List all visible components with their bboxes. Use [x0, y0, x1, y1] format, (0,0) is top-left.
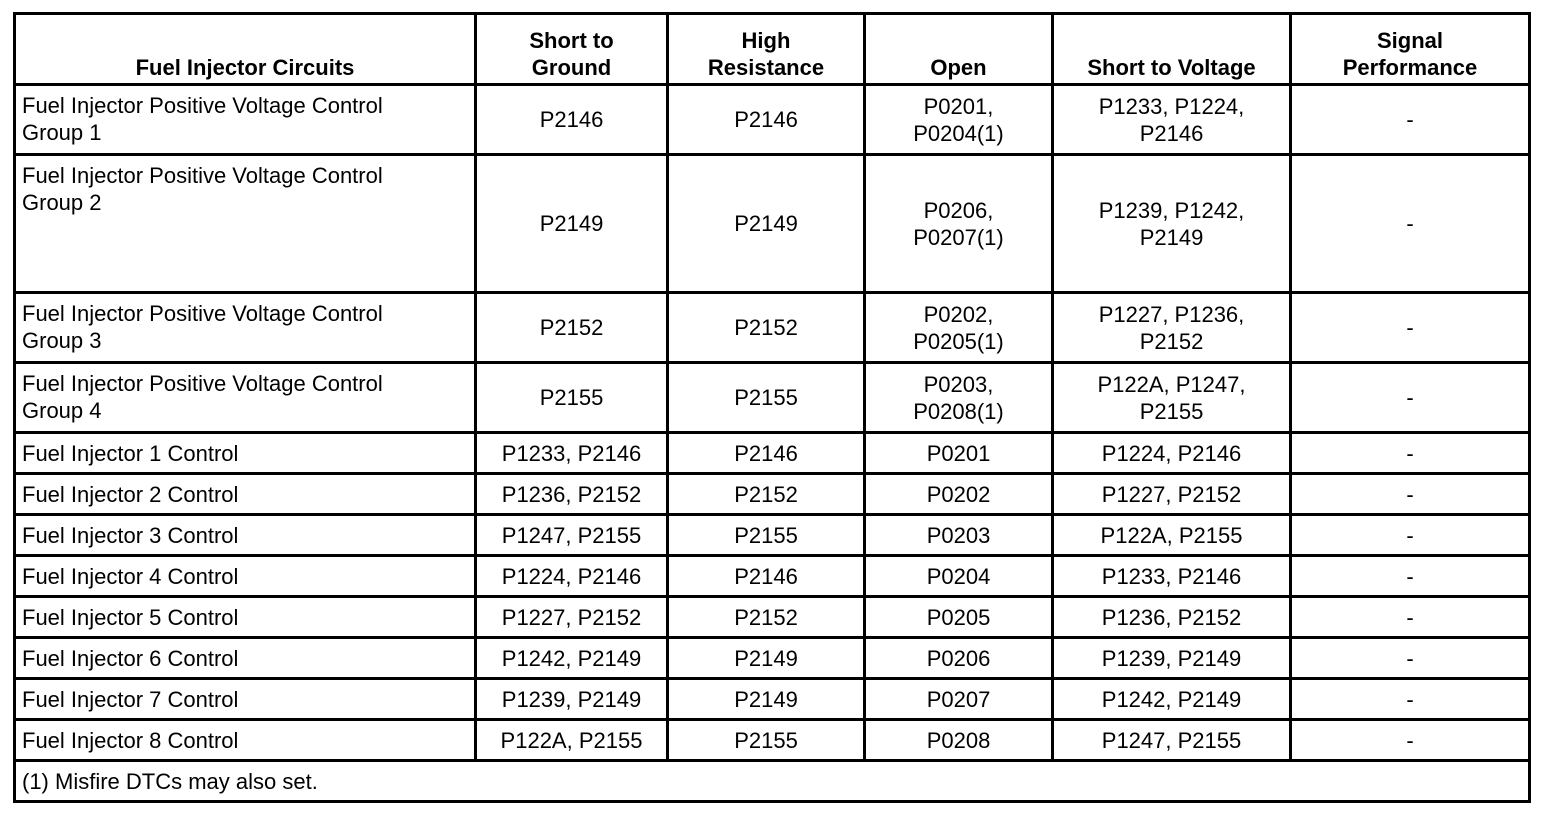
high-resistance-cell: P2155: [668, 515, 865, 556]
circuit-cell: Fuel Injector 4 Control: [15, 556, 476, 597]
circuit-cell: Fuel Injector 3 Control: [15, 515, 476, 556]
short-to-voltage-cell: P1233, P2146: [1053, 556, 1291, 597]
header-short-to-ground: Short to Ground: [476, 14, 668, 85]
short-to-voltage-cell: P1224, P2146: [1053, 433, 1291, 474]
signal-performance-cell: -: [1291, 679, 1530, 720]
table-row: [15, 515, 1530, 556]
table-row: [15, 85, 1530, 155]
short-to-voltage-cell: P122A, P1247, P2155: [1053, 363, 1291, 433]
circuit-cell: Fuel Injector 1 Control: [15, 433, 476, 474]
short-to-voltage-cell: P1227, P2152: [1053, 474, 1291, 515]
signal-performance-cell: -: [1291, 638, 1530, 679]
signal-performance-cell: -: [1291, 85, 1530, 155]
footnote-row: [15, 761, 1530, 802]
circuit-cell: Fuel Injector Positive Voltage Control Group 4: [15, 363, 476, 433]
header-signal-performance: Signal Performance: [1291, 14, 1530, 85]
open-cell: P0206: [865, 638, 1053, 679]
header-short-to-voltage: Short to Voltage: [1053, 14, 1291, 85]
high-resistance-cell: P2149: [668, 638, 865, 679]
circuit-cell: Fuel Injector 7 Control: [15, 679, 476, 720]
header-open: Open: [865, 14, 1053, 85]
open-cell: P0208: [865, 720, 1053, 761]
short-to-voltage-cell: P1239, P1242, P2149: [1053, 155, 1291, 293]
open-cell: P0205: [865, 597, 1053, 638]
short-to-voltage-cell: P1242, P2149: [1053, 679, 1291, 720]
signal-performance-cell: -: [1291, 474, 1530, 515]
short-to-ground-cell: P1227, P2152: [476, 597, 668, 638]
short-to-voltage-cell: P1227, P1236, P2152: [1053, 293, 1291, 363]
header-high-resistance: High Resistance: [668, 14, 865, 85]
high-resistance-cell: P2155: [668, 363, 865, 433]
high-resistance-cell: P2146: [668, 85, 865, 155]
table-row: [15, 720, 1530, 761]
table-row: [15, 293, 1530, 363]
table-row: [15, 597, 1530, 638]
high-resistance-cell: P2149: [668, 155, 865, 293]
signal-performance-cell: -: [1291, 155, 1530, 293]
open-cell: P0202: [865, 474, 1053, 515]
high-resistance-cell: P2146: [668, 433, 865, 474]
open-cell: P0201, P0204(1): [865, 85, 1053, 155]
short-to-ground-cell: P1239, P2149: [476, 679, 668, 720]
signal-performance-cell: -: [1291, 433, 1530, 474]
high-resistance-cell: P2149: [668, 679, 865, 720]
circuit-cell: Fuel Injector Positive Voltage Control Group 1: [15, 85, 476, 155]
short-to-voltage-cell: P1236, P2152: [1053, 597, 1291, 638]
header-row: [15, 14, 1530, 85]
circuit-cell: Fuel Injector 8 Control: [15, 720, 476, 761]
open-cell: P0207: [865, 679, 1053, 720]
open-cell: P0206, P0207(1): [865, 155, 1053, 293]
footnote: (1) Misfire DTCs may also set.: [15, 761, 1530, 802]
short-to-voltage-cell: P1233, P1224, P2146: [1053, 85, 1291, 155]
table-row: [15, 474, 1530, 515]
table-row: [15, 433, 1530, 474]
circuit-cell: Fuel Injector 5 Control: [15, 597, 476, 638]
high-resistance-cell: P2152: [668, 474, 865, 515]
table-row: [15, 638, 1530, 679]
table-row: [15, 556, 1530, 597]
open-cell: P0201: [865, 433, 1053, 474]
short-to-ground-cell: P1242, P2149: [476, 638, 668, 679]
signal-performance-cell: -: [1291, 293, 1530, 363]
signal-performance-cell: -: [1291, 363, 1530, 433]
open-cell: P0203, P0208(1): [865, 363, 1053, 433]
short-to-ground-cell: P1236, P2152: [476, 474, 668, 515]
circuit-cell: Fuel Injector Positive Voltage Control Group 2: [15, 155, 476, 293]
signal-performance-cell: -: [1291, 556, 1530, 597]
circuit-cell: Fuel Injector 6 Control: [15, 638, 476, 679]
table-row: [15, 679, 1530, 720]
short-to-ground-cell: P2155: [476, 363, 668, 433]
short-to-ground-cell: P2152: [476, 293, 668, 363]
short-to-voltage-cell: P1239, P2149: [1053, 638, 1291, 679]
table-row: [15, 155, 1530, 293]
header-fuel-injector-circuits: Fuel Injector Circuits: [15, 14, 476, 85]
signal-performance-cell: -: [1291, 515, 1530, 556]
table-row: [15, 363, 1530, 433]
dtc-table: [13, 12, 1531, 803]
short-to-ground-cell: P1224, P2146: [476, 556, 668, 597]
signal-performance-cell: -: [1291, 720, 1530, 761]
high-resistance-cell: P2146: [668, 556, 865, 597]
high-resistance-cell: P2152: [668, 597, 865, 638]
short-to-ground-cell: P1247, P2155: [476, 515, 668, 556]
short-to-ground-cell: P122A, P2155: [476, 720, 668, 761]
short-to-ground-cell: P2146: [476, 85, 668, 155]
open-cell: P0203: [865, 515, 1053, 556]
circuit-cell: Fuel Injector Positive Voltage Control Group 3: [15, 293, 476, 363]
open-cell: P0204: [865, 556, 1053, 597]
circuit-cell: Fuel Injector 2 Control: [15, 474, 476, 515]
short-to-voltage-cell: P122A, P2155: [1053, 515, 1291, 556]
short-to-voltage-cell: P1247, P2155: [1053, 720, 1291, 761]
signal-performance-cell: -: [1291, 597, 1530, 638]
high-resistance-cell: P2152: [668, 293, 865, 363]
short-to-ground-cell: P1233, P2146: [476, 433, 668, 474]
open-cell: P0202, P0205(1): [865, 293, 1053, 363]
high-resistance-cell: P2155: [668, 720, 865, 761]
short-to-ground-cell: P2149: [476, 155, 668, 293]
